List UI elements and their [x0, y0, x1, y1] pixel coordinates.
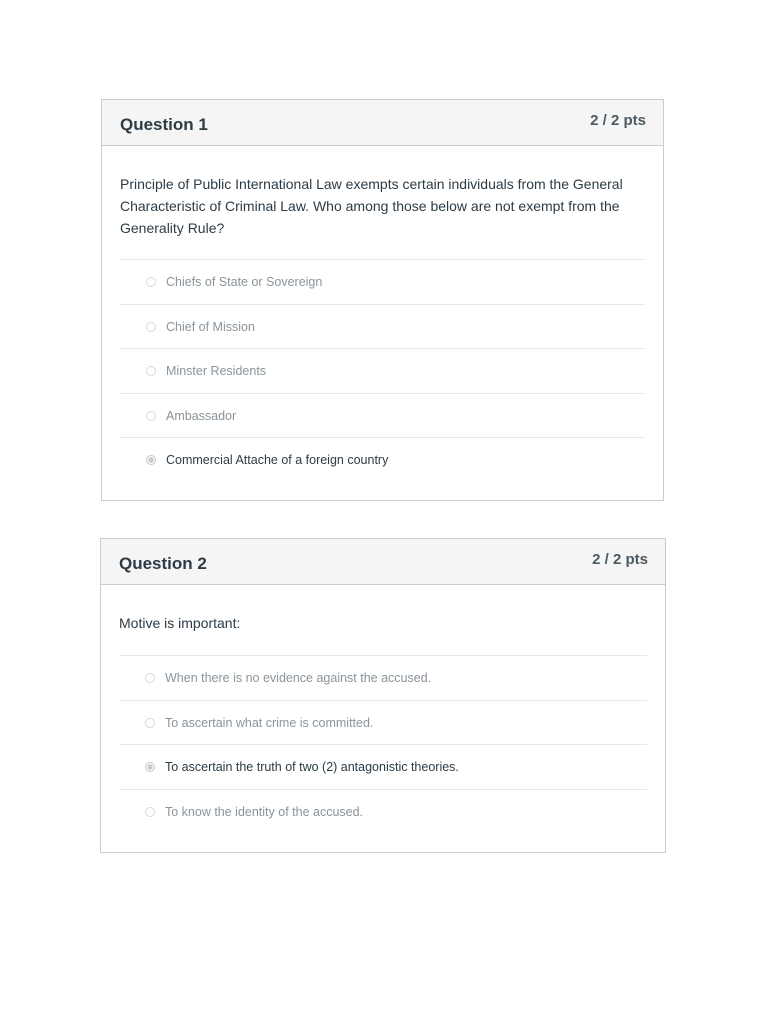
question-card-1	[101, 99, 664, 501]
answer-label: To ascertain the truth of two (2) antagonistic theories.	[165, 760, 459, 774]
answer-label: Chief of Mission	[166, 319, 255, 334]
answer-label: Commercial Attache of a foreign country	[166, 453, 389, 467]
radio-button[interactable]	[146, 455, 156, 465]
answer-option[interactable]	[120, 304, 645, 349]
answer-option[interactable]	[120, 437, 645, 482]
answer-list	[120, 259, 645, 482]
question-title: Question 2	[119, 554, 207, 573]
radio-button[interactable]	[146, 277, 156, 287]
answer-option[interactable]	[120, 348, 645, 393]
answer-list	[119, 655, 647, 833]
answer-label: Chiefs of State or Sovereign	[166, 275, 323, 289]
answer-option[interactable]	[120, 259, 645, 304]
answer-option[interactable]	[119, 655, 647, 700]
question-points: 2 / 2 pts	[590, 112, 646, 129]
radio-button[interactable]	[145, 762, 155, 772]
question-points: 2 / 2 pts	[592, 551, 648, 568]
question-text: Motive is important:	[119, 615, 241, 631]
radio-button[interactable]	[145, 718, 155, 728]
radio-button[interactable]	[145, 807, 155, 817]
answer-label: Ambassador	[166, 408, 237, 423]
answer-label: Minster Residents	[166, 364, 267, 378]
answer-label: When there is no evidence against the accused.	[165, 671, 432, 685]
question-text: Principle of Public International Law exempts certain individuals from the General Characteristic of Criminal Law. Who among those below are not exempt from the Generality Rule?	[120, 176, 623, 236]
question-card-2	[100, 538, 666, 853]
radio-button[interactable]	[146, 411, 156, 421]
answer-option[interactable]	[119, 744, 647, 789]
question-header	[102, 100, 663, 146]
answer-option[interactable]	[120, 393, 645, 438]
answer-label: To ascertain what crime is committed.	[165, 715, 374, 730]
answer-option[interactable]	[119, 700, 647, 745]
radio-button[interactable]	[146, 366, 156, 376]
answer-label: To know the identity of the accused.	[165, 804, 364, 819]
question-title: Question 1	[120, 115, 208, 134]
radio-button[interactable]	[145, 673, 155, 683]
radio-button[interactable]	[146, 322, 156, 332]
question-header	[101, 539, 665, 585]
answer-option[interactable]	[119, 789, 647, 834]
